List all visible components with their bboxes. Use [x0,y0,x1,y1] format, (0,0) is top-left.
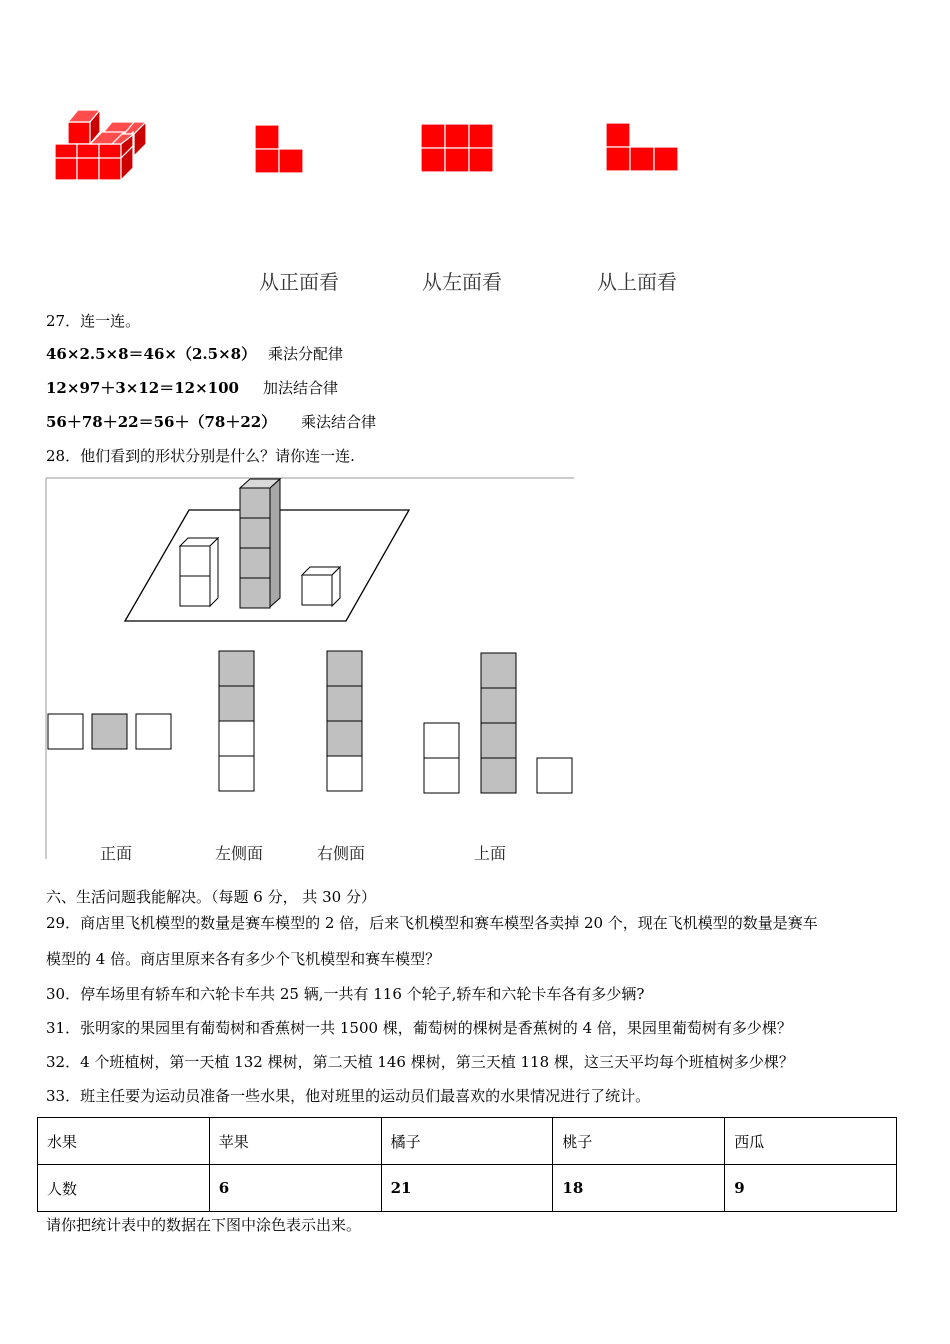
q28-title: 28．他们看到的形状分别是什么？请你连一连. [46,447,355,465]
q32: 32．4 个班植树，第一天植 132 棵树，第二天植 146 棵树，第三天植 118 棵，这三天平均每个班植树多少棵？ [46,1053,794,1071]
gray-cube-stack-4 [240,479,280,608]
front-view-shape [255,125,303,173]
q30: 30．停车场里有轿车和六轮卡车共 25 辆,一共有 116 个轮子,轿车和六轮卡车各有多少辆? [46,985,645,1003]
view-label-front: 从正面看 [259,270,339,294]
q28-label-right-side: 右侧面 [317,844,366,863]
table-cell: 人数 [38,1165,210,1212]
view-label-left: 从左面看 [422,270,502,294]
q27-law-3: 乘法结合律 [301,413,377,431]
table-row [38,1165,897,1212]
q27-law-1: 乘法分配律 [268,345,344,363]
table-cell: 西瓜 [725,1118,897,1165]
left-view-shape [421,124,493,172]
q27-equation-1: 46×2.5×8＝46×（2.5×8） [46,345,257,363]
q27-law-2: 加法结合律 [263,379,339,397]
view-front [48,714,171,749]
table-cell: 水果 [38,1118,210,1165]
top-view-shape [606,123,678,171]
white-cube-stack-2 [180,538,218,606]
table-cell: 6 [209,1165,381,1212]
q26-figures [0,100,720,190]
q27-equation-3: 56＋78＋22＝56＋（78＋22） [46,413,277,431]
view-label-top: 从上面看 [597,270,677,294]
q28-label-top: 上面 [474,844,507,863]
q33: 33．班主任要为运动员准备一些水果，他对班里的运动员们最喜欢的水果情况进行了统计。 [46,1087,651,1105]
table-cell: 橘子 [381,1118,553,1165]
q31: 31．张明家的果园里有葡萄树和香蕉树一共 1500 棵，葡萄树的棵树是香蕉树的 4 倍，果园里葡萄树有多少棵？ [46,1019,792,1037]
after-table-text: 请你把统计表中的数据在下图中涂色表示出来。 [46,1216,362,1234]
table-cell: 18 [553,1165,725,1212]
fruit-stats-table [37,1117,897,1212]
q28-label-left-side: 左侧面 [215,844,264,863]
q28-figure [44,476,579,861]
white-cube-single [302,567,340,606]
table-cell: 苹果 [209,1118,381,1165]
q29-line-2: 模型的 4 倍。商店里原来各有多少个飞机模型和赛车模型？ [46,950,441,968]
table-row [38,1118,897,1165]
table-cell: 9 [725,1165,897,1212]
view-right-side [327,651,362,791]
table-cell: 桃子 [553,1118,725,1165]
view-top [424,653,572,793]
red-3d-solid [55,110,146,180]
table-cell: 21 [381,1165,553,1212]
view-left-side [219,651,254,791]
section6-heading: 六、生活问题我能解决。（每题 6 分， 共 30 分） [46,888,376,906]
q27-title: 27．连一连。 [46,312,141,330]
q27-equation-2: 12×97＋3×12＝12×100 [46,379,239,397]
q28-label-front: 正面 [100,844,133,863]
q29-line-1: 29．商店里飞机模型的数量是赛车模型的 2 倍，后来飞机模型和赛车模型各卖掉 20 个，现在飞机模型的数量是赛车 [46,914,818,932]
